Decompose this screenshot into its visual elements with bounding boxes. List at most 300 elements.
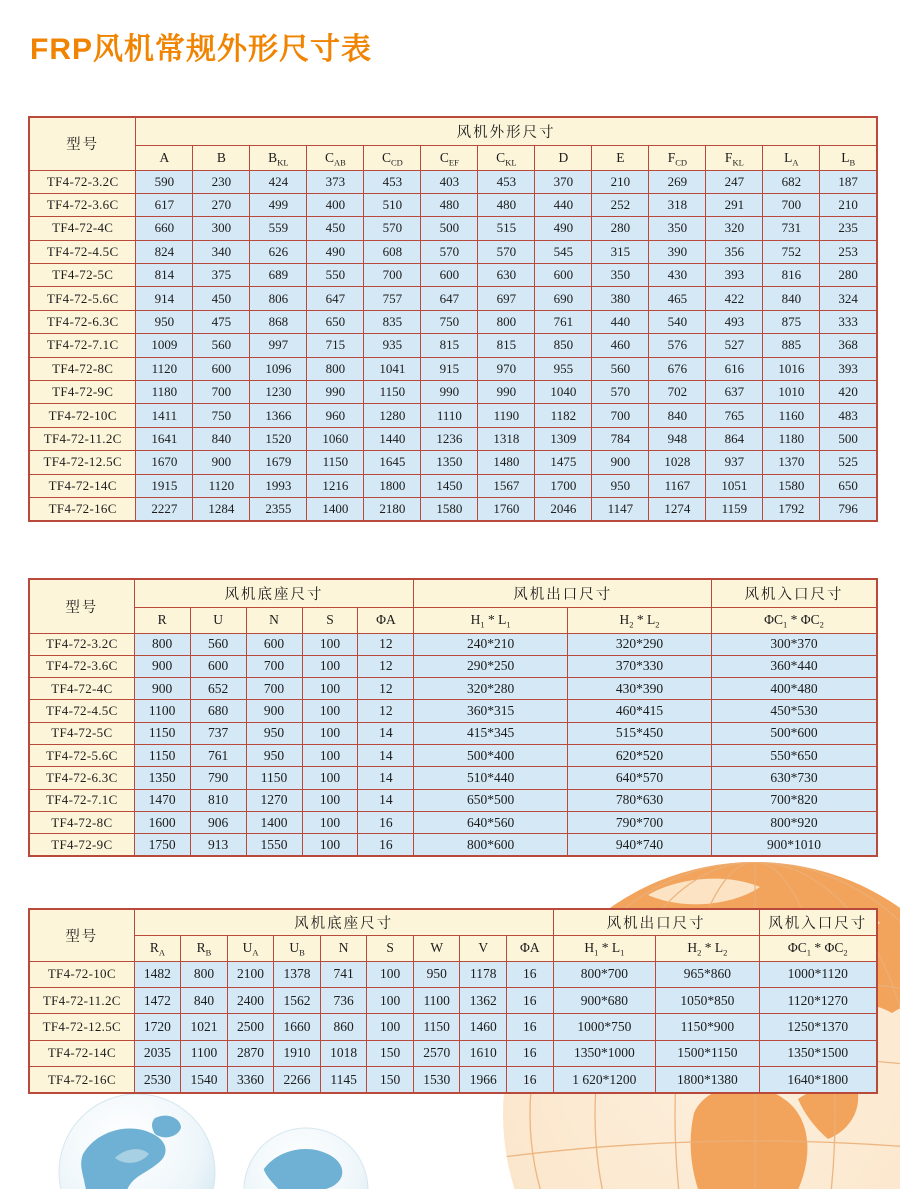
value-cell: 480	[421, 193, 478, 216]
value-cell: 1160	[763, 404, 820, 427]
value-cell: 1100	[413, 987, 460, 1013]
value-cell: 230	[193, 170, 250, 193]
value-cell: 650*500	[414, 789, 568, 811]
fan-base-outlet-inlet-small-table-host	[28, 578, 878, 857]
value-cell: 840	[649, 404, 706, 427]
value-cell: 100	[367, 961, 414, 987]
value-cell: 761	[190, 744, 246, 766]
value-cell: 527	[706, 334, 763, 357]
value-cell: 14	[358, 722, 414, 744]
value-cell: 453	[364, 170, 421, 193]
value-cell: 806	[250, 287, 307, 310]
value-cell: 741	[320, 961, 367, 987]
value-cell: 1150	[307, 451, 364, 474]
column-header: $F_{KL}$	[706, 145, 763, 170]
value-cell: 1180	[763, 427, 820, 450]
value-cell: 320*290	[567, 633, 711, 655]
model-cell: TF4-72-8C	[29, 811, 134, 833]
value-cell: 1660	[274, 1014, 321, 1040]
value-cell: 150	[367, 1067, 414, 1093]
value-cell: 100	[302, 633, 358, 655]
value-cell: 1250*1370	[759, 1014, 877, 1040]
value-cell: 315	[592, 240, 649, 263]
value-cell: 100	[302, 700, 358, 722]
value-cell: 660	[136, 217, 193, 240]
value-cell: 647	[421, 287, 478, 310]
column-header: $C_{KL}$	[478, 145, 535, 170]
value-cell: 1216	[307, 474, 364, 497]
value-cell: 1580	[763, 474, 820, 497]
value-cell: 360*315	[414, 700, 568, 722]
value-cell: 560	[193, 334, 250, 357]
value-cell: 600	[193, 357, 250, 380]
column-header: S	[367, 935, 414, 961]
value-cell: 1021	[181, 1014, 228, 1040]
value-cell: 1411	[136, 404, 193, 427]
value-cell: 1482	[134, 961, 181, 987]
value-cell: 460*415	[567, 700, 711, 722]
value-cell: 700	[246, 655, 302, 677]
value-cell: 1100	[134, 700, 190, 722]
value-cell: 700	[592, 404, 649, 427]
value-cell: 800	[134, 633, 190, 655]
group-header: 风机入口尺寸	[759, 909, 877, 935]
value-cell: 784	[592, 427, 649, 450]
value-cell: 1800	[364, 474, 421, 497]
value-cell: 1050*850	[656, 987, 759, 1013]
value-cell: 1580	[421, 497, 478, 520]
model-cell: TF4-72-14C	[29, 474, 136, 497]
value-cell: 1100	[181, 1040, 228, 1066]
value-cell: 1600	[134, 811, 190, 833]
table-row	[29, 678, 877, 700]
value-cell: 500	[820, 427, 877, 450]
value-cell: 900*680	[553, 987, 656, 1013]
value-cell: 350	[649, 217, 706, 240]
value-cell: 997	[250, 334, 307, 357]
model-column-header: 型号	[29, 579, 134, 633]
value-cell: 415*345	[414, 722, 568, 744]
value-cell: 576	[649, 334, 706, 357]
model-cell: TF4-72-3.2C	[29, 633, 134, 655]
value-cell: 1150	[246, 767, 302, 789]
value-cell: 375	[193, 264, 250, 287]
value-cell: 100	[302, 722, 358, 744]
value-cell: 1679	[250, 451, 307, 474]
column-header: $C_{AB}$	[307, 145, 364, 170]
value-cell: 373	[307, 170, 364, 193]
value-cell: 650	[307, 310, 364, 333]
value-cell: 765	[706, 404, 763, 427]
value-cell: 14	[358, 789, 414, 811]
value-cell: 1120*1270	[759, 987, 877, 1013]
value-cell: 950	[246, 722, 302, 744]
fan-base-outlet-inlet-large-table-host	[28, 908, 878, 1094]
column-header: S	[302, 607, 358, 633]
value-cell: 750	[421, 310, 478, 333]
value-cell: 1350*1000	[553, 1040, 656, 1066]
value-cell: 1472	[134, 987, 181, 1013]
value-cell: 1190	[478, 404, 535, 427]
value-cell: 590	[136, 170, 193, 193]
group-header: 风机底座尺寸	[134, 579, 414, 607]
value-cell: 1236	[421, 427, 478, 450]
value-cell: 424	[250, 170, 307, 193]
value-cell: 1915	[136, 474, 193, 497]
value-cell: 840	[193, 427, 250, 450]
fan-outline-dimensions-table-host	[28, 116, 878, 522]
value-cell: 3360	[227, 1067, 274, 1093]
table-row	[29, 217, 877, 240]
value-cell: 16	[507, 1040, 554, 1066]
value-cell: 690	[535, 287, 592, 310]
table-row	[29, 287, 877, 310]
value-cell: 1641	[136, 427, 193, 450]
value-cell: 630*730	[712, 767, 877, 789]
model-cell: TF4-72-4.5C	[29, 240, 136, 263]
value-cell: 875	[763, 310, 820, 333]
model-cell: TF4-72-16C	[29, 497, 136, 520]
value-cell: 1567	[478, 474, 535, 497]
value-cell: 608	[364, 240, 421, 263]
value-cell: 700*820	[712, 789, 877, 811]
value-cell: 2046	[535, 497, 592, 520]
column-header: $C_{CD}$	[364, 145, 421, 170]
value-cell: 600	[535, 264, 592, 287]
value-cell: 1040	[535, 381, 592, 404]
value-cell: 815	[421, 334, 478, 357]
value-cell: 1150	[413, 1014, 460, 1040]
value-cell: 545	[535, 240, 592, 263]
value-cell: 450	[193, 287, 250, 310]
value-cell: 640*560	[414, 811, 568, 833]
value-cell: 12	[358, 655, 414, 677]
value-cell: 1450	[421, 474, 478, 497]
value-cell: 390	[649, 240, 706, 263]
column-header: $B_{KL}$	[250, 145, 307, 170]
fan-base-outlet-inlet-dimensions-table-small	[28, 578, 878, 857]
value-cell: 1150	[134, 722, 190, 744]
group-header: 风机底座尺寸	[134, 909, 553, 935]
value-cell: 320	[706, 217, 763, 240]
value-cell: 450*530	[712, 700, 877, 722]
value-cell: 1230	[250, 381, 307, 404]
value-cell: 393	[706, 264, 763, 287]
value-cell: 900	[134, 678, 190, 700]
value-cell: 800	[478, 310, 535, 333]
column-header: E	[592, 145, 649, 170]
value-cell: 680	[190, 700, 246, 722]
table-row	[29, 744, 877, 766]
value-cell: 1060	[307, 427, 364, 450]
column-header: W	[413, 935, 460, 961]
value-cell: 1720	[134, 1014, 181, 1040]
value-cell: 100	[302, 789, 358, 811]
value-cell: 796	[820, 497, 877, 520]
value-cell: 1309	[535, 427, 592, 450]
model-cell: TF4-72-12.5C	[29, 1014, 134, 1040]
value-cell: 333	[820, 310, 877, 333]
value-cell: 280	[820, 264, 877, 287]
table-row	[29, 987, 877, 1013]
column-header: $H_2 * L_2$	[567, 607, 711, 633]
value-cell: 736	[320, 987, 367, 1013]
value-cell: 16	[358, 834, 414, 856]
value-cell: 440	[535, 193, 592, 216]
value-cell: 1178	[460, 961, 507, 987]
column-header: B	[193, 145, 250, 170]
value-cell: 187	[820, 170, 877, 193]
value-cell: 400	[307, 193, 364, 216]
value-cell: 600	[190, 655, 246, 677]
value-cell: 935	[364, 334, 421, 357]
value-cell: 780*630	[567, 789, 711, 811]
value-cell: 1378	[274, 961, 321, 987]
value-cell: 12	[358, 678, 414, 700]
value-cell: 900	[592, 451, 649, 474]
value-cell: 900	[193, 451, 250, 474]
column-header: $R_B$	[181, 935, 228, 961]
table-row	[29, 789, 877, 811]
value-cell: 630	[478, 264, 535, 287]
value-cell: 100	[302, 811, 358, 833]
table-row	[29, 451, 877, 474]
column-header: $F_{CD}$	[649, 145, 706, 170]
value-cell: 403	[421, 170, 478, 193]
value-cell: 500*600	[712, 722, 877, 744]
value-cell: 324	[820, 287, 877, 310]
value-cell: 475	[193, 310, 250, 333]
model-cell: TF4-72-7.1C	[29, 334, 136, 357]
value-cell: 480	[478, 193, 535, 216]
value-cell: 100	[302, 744, 358, 766]
value-cell: 1274	[649, 497, 706, 520]
value-cell: 350	[592, 264, 649, 287]
value-cell: 356	[706, 240, 763, 263]
value-cell: 815	[478, 334, 535, 357]
value-cell: 1016	[763, 357, 820, 380]
value-cell: 2266	[274, 1067, 321, 1093]
value-cell: 617	[136, 193, 193, 216]
value-cell: 731	[763, 217, 820, 240]
value-cell: 1562	[274, 987, 321, 1013]
value-cell: 850	[535, 334, 592, 357]
blue-globe-small-icon	[242, 1126, 370, 1189]
column-header: $U_A$	[227, 935, 274, 961]
value-cell: 550*650	[712, 744, 877, 766]
value-cell: 525	[820, 451, 877, 474]
value-cell: 1640*1800	[759, 1067, 877, 1093]
value-cell: 1010	[763, 381, 820, 404]
value-cell: 2400	[227, 987, 274, 1013]
value-cell: 1009	[136, 334, 193, 357]
value-cell: 900	[246, 700, 302, 722]
value-cell: 1370	[763, 451, 820, 474]
value-cell: 950	[413, 961, 460, 987]
value-cell: 550	[307, 264, 364, 287]
group-header: 风机外形尺寸	[136, 117, 877, 145]
value-cell: 752	[763, 240, 820, 263]
value-cell: 948	[649, 427, 706, 450]
value-cell: 291	[706, 193, 763, 216]
value-cell: 885	[763, 334, 820, 357]
value-cell: 2100	[227, 961, 274, 987]
table-row	[29, 381, 877, 404]
value-cell: 960	[307, 404, 364, 427]
value-cell: 937	[706, 451, 763, 474]
value-cell: 1318	[478, 427, 535, 450]
value-cell: 650	[820, 474, 877, 497]
value-cell: 14	[358, 767, 414, 789]
model-cell: TF4-72-9C	[29, 381, 136, 404]
value-cell: 950	[592, 474, 649, 497]
value-cell: 715	[307, 334, 364, 357]
value-cell: 840	[763, 287, 820, 310]
value-cell: 1792	[763, 497, 820, 520]
column-header: R	[134, 607, 190, 633]
value-cell: 647	[307, 287, 364, 310]
value-cell: 2227	[136, 497, 193, 520]
value-cell: 269	[649, 170, 706, 193]
value-cell: 1 620*1200	[553, 1067, 656, 1093]
value-cell: 1150	[364, 381, 421, 404]
value-cell: 252	[592, 193, 649, 216]
value-cell: 400*480	[712, 678, 877, 700]
model-cell: TF4-72-10C	[29, 961, 134, 987]
value-cell: 900	[134, 655, 190, 677]
table-row	[29, 834, 877, 856]
model-cell: TF4-72-6.3C	[29, 767, 134, 789]
value-cell: 16	[358, 811, 414, 833]
value-cell: 913	[190, 834, 246, 856]
value-cell: 840	[181, 987, 228, 1013]
value-cell: 737	[190, 722, 246, 744]
value-cell: 800*920	[712, 811, 877, 833]
value-cell: 697	[478, 287, 535, 310]
value-cell: 1028	[649, 451, 706, 474]
column-header: $L_B$	[820, 145, 877, 170]
table-row	[29, 633, 877, 655]
value-cell: 1910	[274, 1040, 321, 1066]
value-cell: 800	[181, 961, 228, 987]
table-row	[29, 767, 877, 789]
model-cell: TF4-72-4C	[29, 678, 134, 700]
model-cell: TF4-72-9C	[29, 834, 134, 856]
column-header: ΦA	[507, 935, 554, 961]
column-header: D	[535, 145, 592, 170]
table-row	[29, 404, 877, 427]
value-cell: 340	[193, 240, 250, 263]
column-header: $U_B$	[274, 935, 321, 961]
value-cell: 318	[649, 193, 706, 216]
value-cell: 700	[763, 193, 820, 216]
value-cell: 100	[302, 678, 358, 700]
value-cell: 430	[649, 264, 706, 287]
value-cell: 300	[193, 217, 250, 240]
value-cell: 1000*1120	[759, 961, 877, 987]
value-cell: 100	[302, 655, 358, 677]
value-cell: 1350	[421, 451, 478, 474]
model-cell: TF4-72-6.3C	[29, 310, 136, 333]
value-cell: 816	[763, 264, 820, 287]
value-cell: 2870	[227, 1040, 274, 1066]
value-cell: 1993	[250, 474, 307, 497]
value-cell: 300*370	[712, 633, 877, 655]
value-cell: 1966	[460, 1067, 507, 1093]
value-cell: 2180	[364, 497, 421, 520]
table-row	[29, 193, 877, 216]
value-cell: 1270	[246, 789, 302, 811]
column-header: $\Phi C_1 * \Phi C_2$	[759, 935, 877, 961]
value-cell: 637	[706, 381, 763, 404]
value-cell: 620*520	[567, 744, 711, 766]
value-cell: 465	[649, 287, 706, 310]
value-cell: 540	[649, 310, 706, 333]
value-cell: 1284	[193, 497, 250, 520]
value-cell: 1475	[535, 451, 592, 474]
value-cell: 1540	[181, 1067, 228, 1093]
table-row	[29, 811, 877, 833]
value-cell: 235	[820, 217, 877, 240]
value-cell: 868	[250, 310, 307, 333]
value-cell: 460	[592, 334, 649, 357]
column-header: A	[136, 145, 193, 170]
value-cell: 1400	[307, 497, 364, 520]
value-cell: 560	[592, 357, 649, 380]
value-cell: 800*600	[414, 834, 568, 856]
value-cell: 1018	[320, 1040, 367, 1066]
table-row	[29, 357, 877, 380]
value-cell: 970	[478, 357, 535, 380]
column-header: N	[320, 935, 367, 961]
blue-globe-large-icon	[57, 1092, 217, 1189]
value-cell: 450	[307, 217, 364, 240]
value-cell: 1350*1500	[759, 1040, 877, 1066]
value-cell: 2355	[250, 497, 307, 520]
column-header: $L_A$	[763, 145, 820, 170]
model-cell: TF4-72-3.6C	[29, 193, 136, 216]
value-cell: 761	[535, 310, 592, 333]
value-cell: 515*450	[567, 722, 711, 744]
value-cell: 950	[136, 310, 193, 333]
value-cell: 1145	[320, 1067, 367, 1093]
value-cell: 1150	[134, 744, 190, 766]
model-column-header: 型号	[29, 117, 136, 170]
value-cell: 100	[302, 834, 358, 856]
value-cell: 1700	[535, 474, 592, 497]
table-row	[29, 961, 877, 987]
table-row	[29, 655, 877, 677]
value-cell: 835	[364, 310, 421, 333]
value-cell: 1400	[246, 811, 302, 833]
model-cell: TF4-72-11.2C	[29, 987, 134, 1013]
value-cell: 570	[364, 217, 421, 240]
value-cell: 1550	[246, 834, 302, 856]
value-cell: 1120	[136, 357, 193, 380]
value-cell: 955	[535, 357, 592, 380]
value-cell: 500*400	[414, 744, 568, 766]
value-cell: 420	[820, 381, 877, 404]
value-cell: 1530	[413, 1067, 460, 1093]
value-cell: 280	[592, 217, 649, 240]
value-cell: 490	[535, 217, 592, 240]
value-cell: 814	[136, 264, 193, 287]
table-row	[29, 1014, 877, 1040]
value-cell: 253	[820, 240, 877, 263]
value-cell: 368	[820, 334, 877, 357]
model-cell: TF4-72-5.6C	[29, 744, 134, 766]
value-cell: 950	[246, 744, 302, 766]
